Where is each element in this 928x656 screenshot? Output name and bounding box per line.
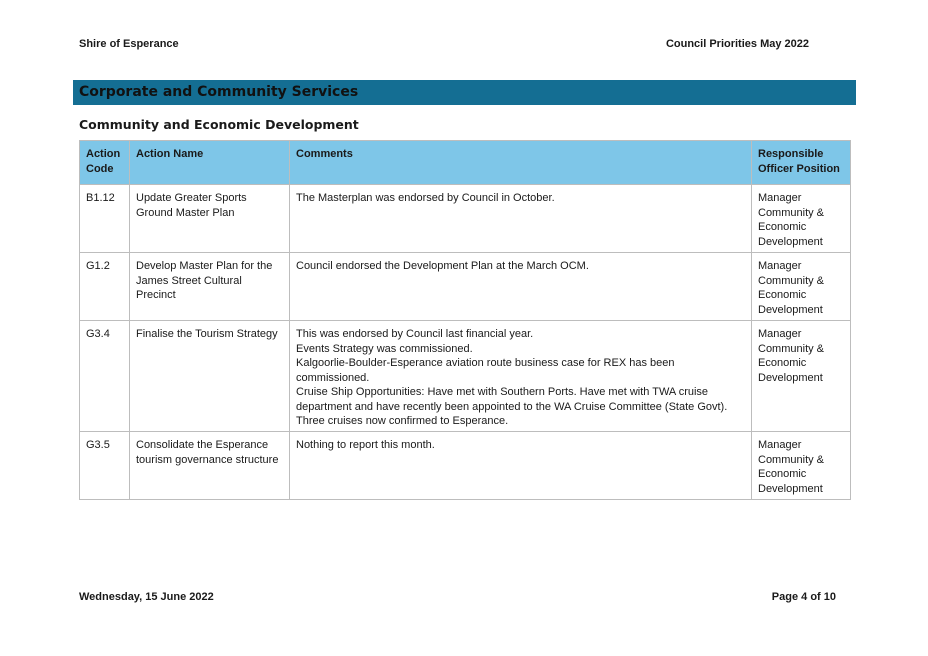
column-header-action-name: Action Name (130, 141, 290, 185)
table-row (80, 253, 851, 321)
comments-cell: This was endorsed by Council last financial year. Events Strategy was commissioned. Kalgoorlie-Boulder-Esperance aviation route business case for REX has been commissioned. Cruise Ship Opportunities: Have met with Southern Ports. Have met with TWA cruise department and have recently been appointed to the WA Cruise Committee (State Govt). Three cruises now confirmed to Esperance. (290, 321, 752, 432)
action-name-cell: Develop Master Plan for the James Street Cultural Precinct (130, 253, 290, 321)
action-code-cell: G3.5 (80, 432, 130, 500)
page-number: Page 4 of 10 (771, 591, 836, 603)
action-name-cell: Consolidate the Esperance tourism governance structure (130, 432, 290, 500)
action-code-cell: G3.4 (80, 321, 130, 432)
section-subheading: Community and Economic Development (79, 117, 359, 132)
officer-cell: Manager Community & Economic Development (752, 321, 851, 432)
action-name-cell: Update Greater Sports Ground Master Plan (130, 185, 290, 253)
officer-cell: Manager Community & Economic Development (752, 432, 851, 500)
comments-cell: The Masterplan was endorsed by Council in October. (290, 185, 752, 253)
officer-cell: Manager Community & Economic Development (752, 253, 851, 321)
comments-cell: Council endorsed the Development Plan at the March OCM. (290, 253, 752, 321)
table-row (80, 432, 851, 500)
comments-cell: Nothing to report this month. (290, 432, 752, 500)
officer-cell: Manager Community & Economic Development (752, 185, 851, 253)
document-title: Council Priorities May 2022 (665, 38, 809, 50)
table-row (80, 185, 851, 253)
column-header-action-code: Action Code (80, 141, 130, 185)
section-title-bar: Corporate and Community Services (73, 80, 856, 105)
column-header-responsible-officer: Responsible Officer Position (752, 141, 851, 185)
footer-date: Wednesday, 15 June 2022 (79, 591, 214, 603)
action-code-cell: B1.12 (80, 185, 130, 253)
table-header-row (80, 141, 851, 185)
organisation-name: Shire of Esperance (79, 38, 179, 50)
actions-table (79, 140, 851, 500)
table-row (80, 321, 851, 432)
action-code-cell: G1.2 (80, 253, 130, 321)
action-name-cell: Finalise the Tourism Strategy (130, 321, 290, 432)
column-header-comments: Comments (290, 141, 752, 185)
